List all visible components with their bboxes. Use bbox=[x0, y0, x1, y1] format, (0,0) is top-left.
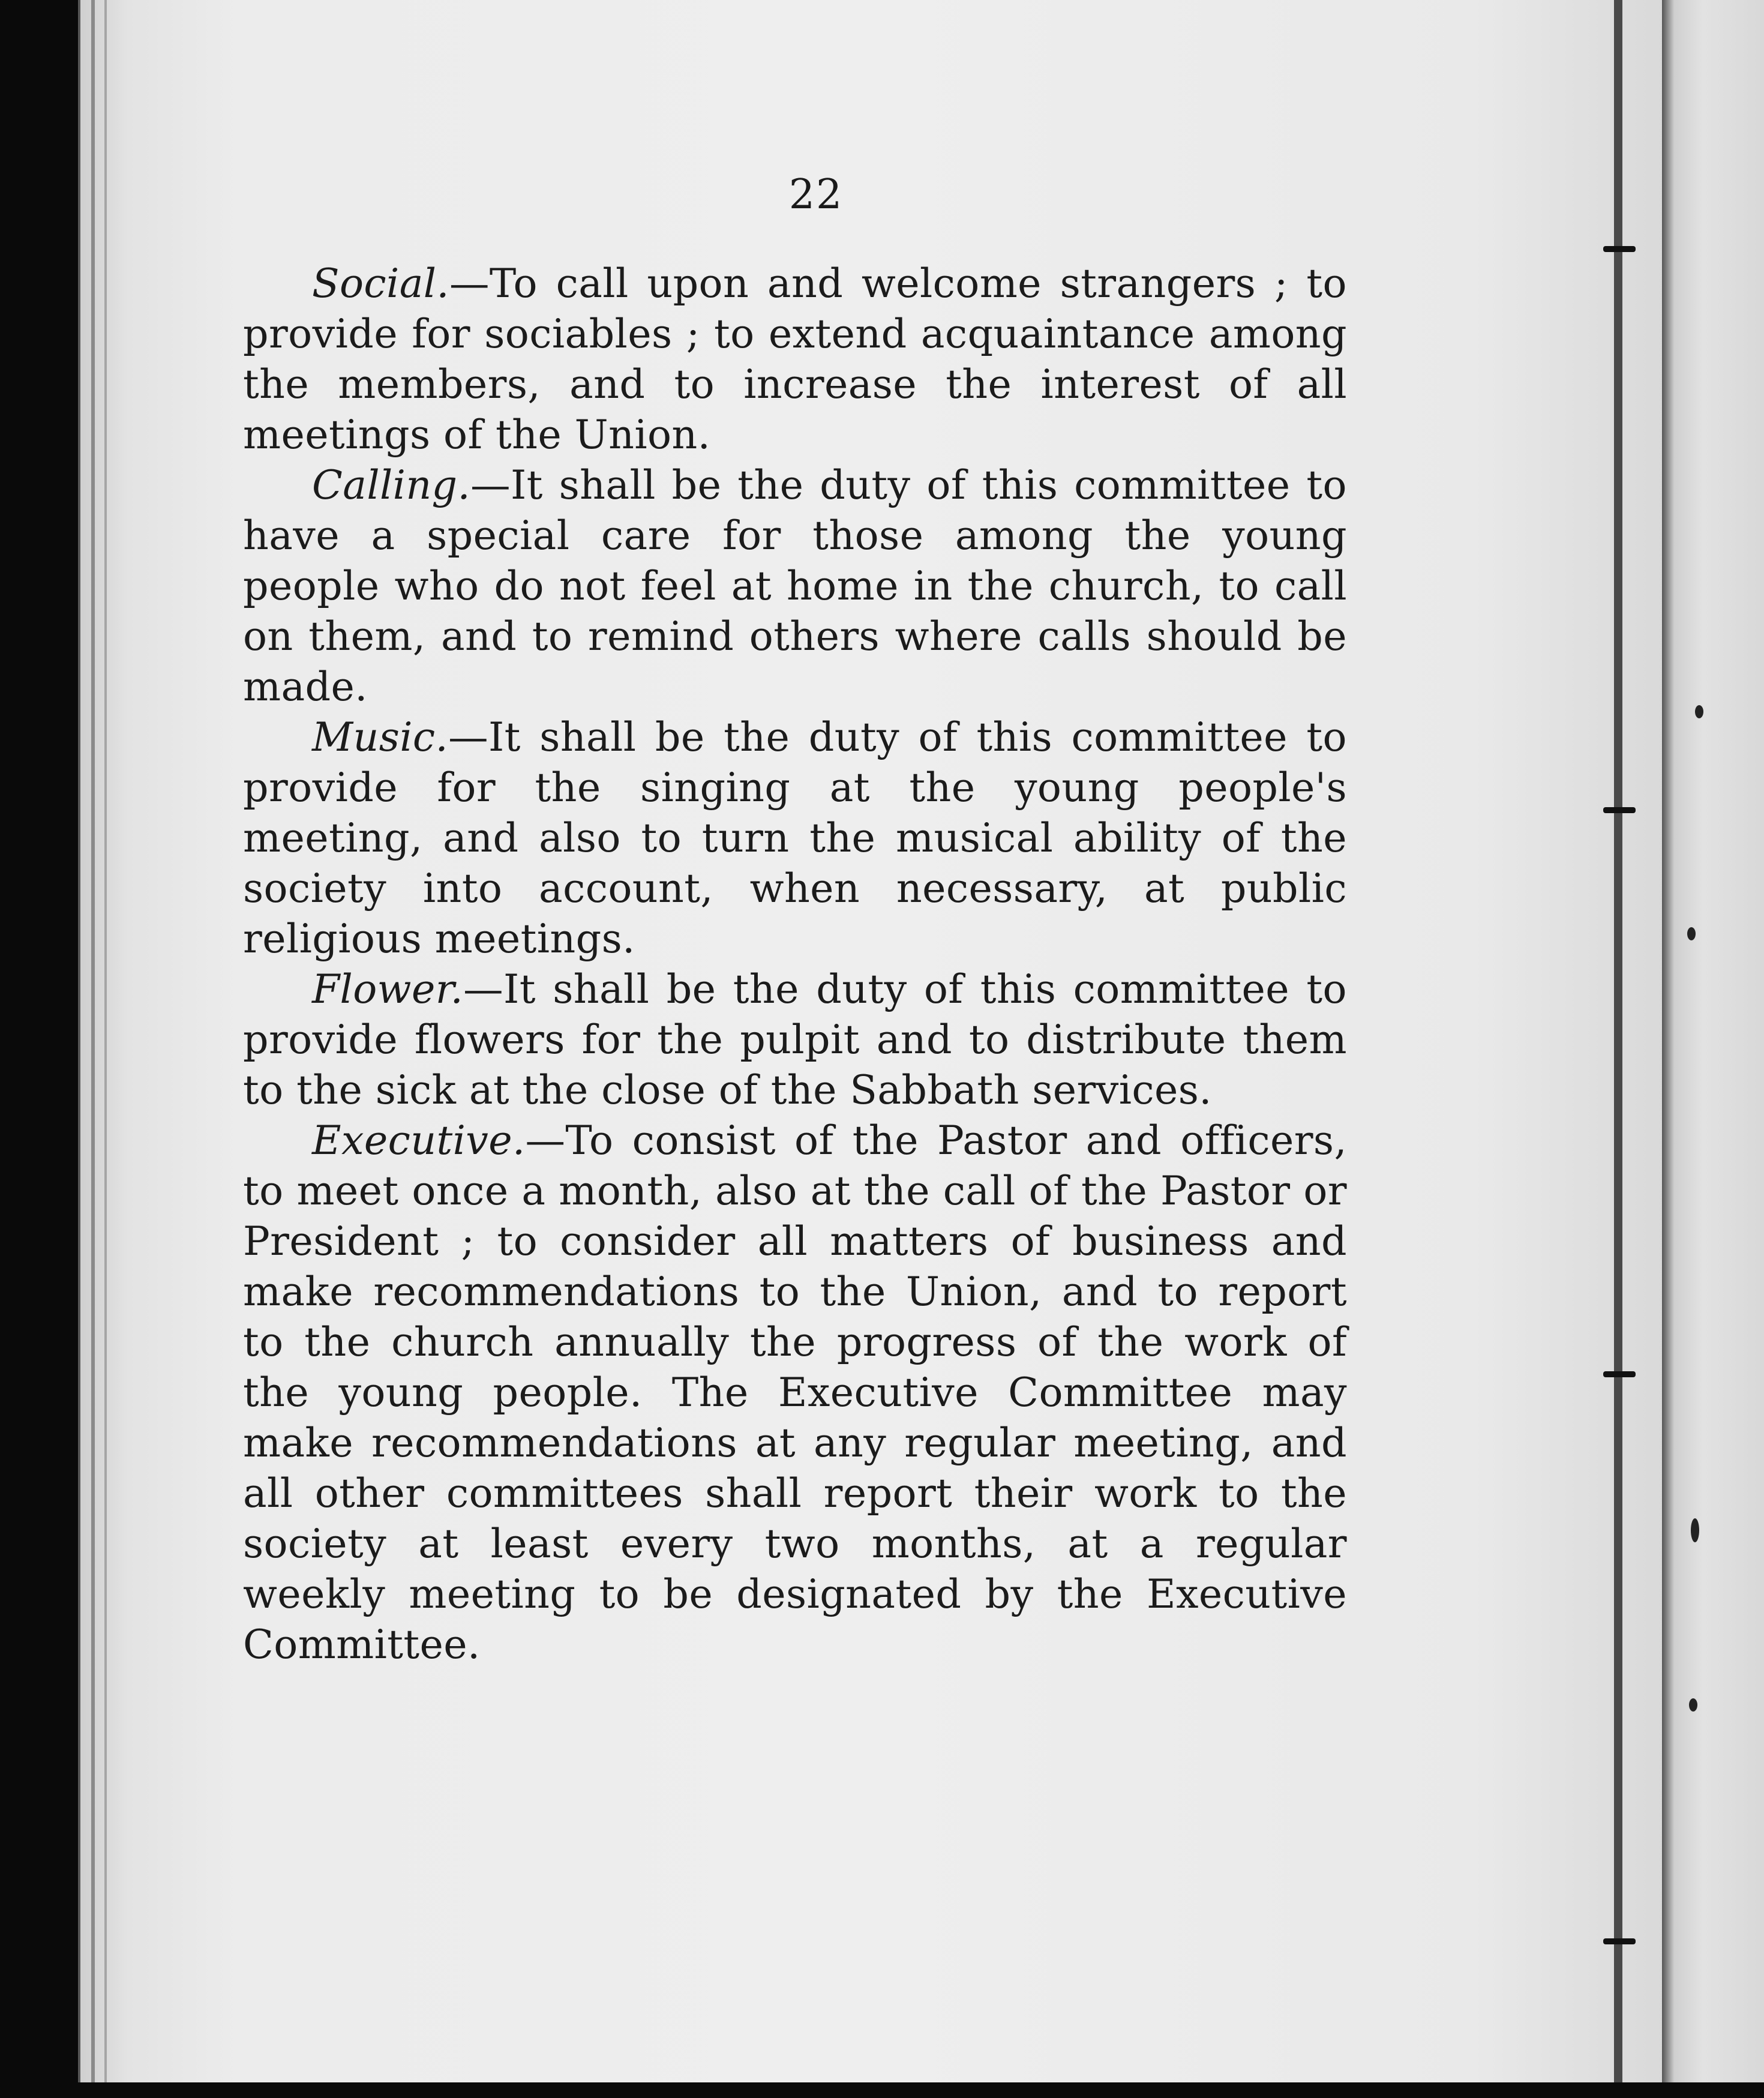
paragraph-music bbox=[243, 712, 1347, 964]
committee-description: —It shall be the duty of this committee to provide flowers for the pulpit and to distribute them to the sick at the close of the Sabbath services. bbox=[243, 966, 1347, 1113]
page-edge-line bbox=[104, 0, 107, 2082]
book-binding bbox=[1614, 0, 1622, 2082]
page-edge-line bbox=[91, 0, 95, 2082]
committee-description: —It shall be the duty of this committee to have a special care for those among the young people who do not feel at home in the church, to call on them, and to remind others where calls should be made. bbox=[243, 461, 1347, 710]
ink-speck bbox=[1687, 927, 1696, 940]
facing-page-edge bbox=[1662, 0, 1764, 2082]
committee-descriptions bbox=[243, 258, 1347, 1670]
committee-description: —To call upon and welcome strangers ; to provide for sociables ; to extend acquaintance among the members, and to increase the interest of all meetings of the Union. bbox=[243, 260, 1347, 458]
committee-description: —To consist of the Pastor and officers, to meet once a month, also at the call of the Pastor or President ; to consider all matters of business and make recommendations to the Union, and to report to the church annually the progress of the work of the young people. The Executive Committee may make recommendations at any regular meeting, and all other committees shall report their work to the society at least every two months, at a regular weekly meeting to be designated by the Executive Committee. bbox=[243, 1117, 1347, 1668]
ink-speck bbox=[1691, 1518, 1699, 1542]
binding-stitch bbox=[1603, 246, 1636, 252]
ink-speck bbox=[1695, 705, 1703, 718]
ink-speck bbox=[1689, 1698, 1697, 1712]
binding-stitch bbox=[1603, 1938, 1636, 1944]
paragraph-executive bbox=[243, 1115, 1347, 1670]
page-number: 22 bbox=[788, 171, 844, 218]
paragraph-calling bbox=[243, 460, 1347, 712]
committee-term: Flower. bbox=[312, 966, 464, 1012]
binding-stitch bbox=[1603, 1371, 1636, 1377]
paragraph-social bbox=[243, 258, 1347, 460]
committee-term: Social. bbox=[312, 260, 449, 307]
committee-term: Calling. bbox=[312, 461, 471, 508]
committee-term: Executive. bbox=[312, 1117, 526, 1164]
binding-stitch bbox=[1603, 807, 1636, 813]
committee-term: Music. bbox=[312, 714, 449, 760]
committee-description: —It shall be the duty of this committee to provide for the singing at the young people's meeting, and also to turn the musical ability of the society into account, when necessary, at public religious meetings. bbox=[243, 714, 1347, 962]
paragraph-flower bbox=[243, 964, 1347, 1115]
